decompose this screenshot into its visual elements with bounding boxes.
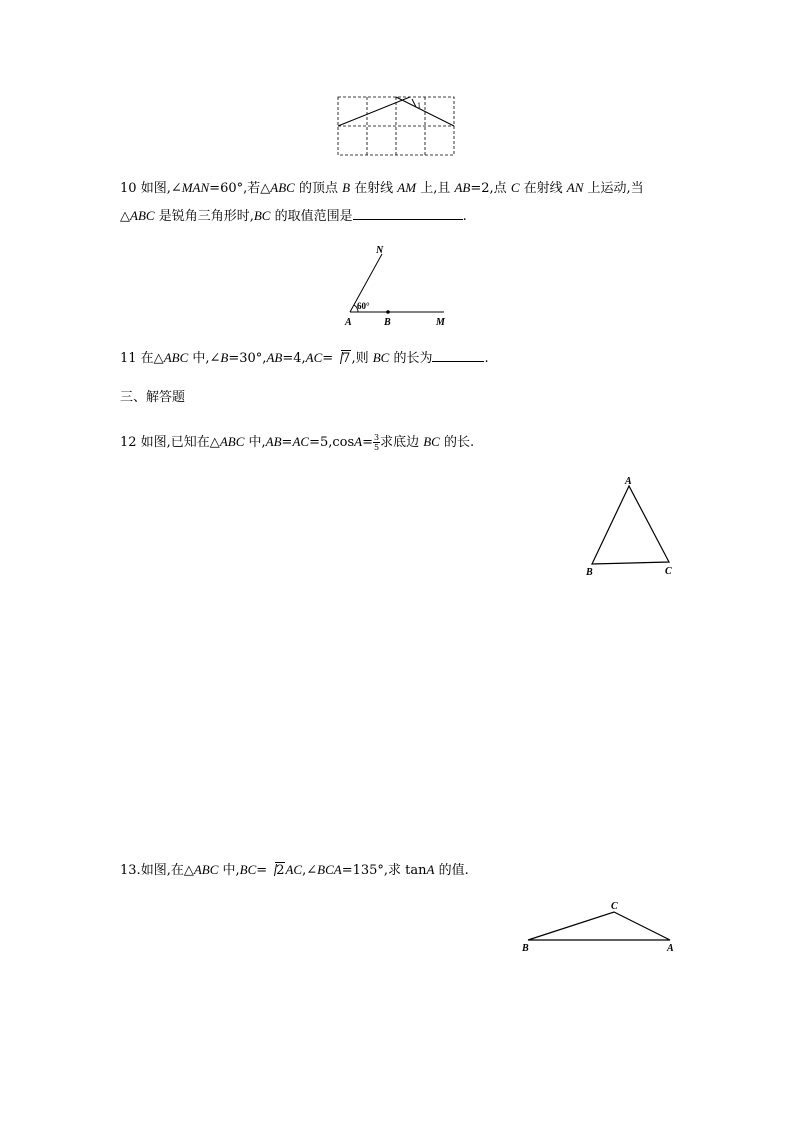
question-12: 12 如图,已知在△ABC 中,AB=AC=5,cosA= $\frac{3}{5}$ 求底边 BC 的长. [120, 433, 475, 452]
answer-blank[interactable] [353, 205, 463, 220]
question-10-line-1: 10 如图,∠MAN=60°,若△ABC 的顶点 B 在射线 AM 上,且 AB=2,点 C 在射线 AN 上运动,当 [120, 180, 644, 196]
label-a: A [667, 943, 674, 954]
triangle-figure-12 [582, 472, 682, 580]
question-number: 10 [120, 181, 137, 196]
question-11: 11 在△ABC 中,∠B=30°,AB=4,AC= 7,则 BC 的长为 . [120, 347, 489, 369]
fraction-3-5: $\frac{3}{5}$ [374, 433, 380, 452]
label-c: C [611, 901, 618, 912]
angle-figure [338, 242, 458, 330]
label-n: N [376, 245, 384, 256]
question-13: 13.如图,在△ABC 中,BC= 2AC,∠BCA=135°,求 tanA 的值. [120, 860, 469, 881]
label-60-degrees: 60° [357, 301, 370, 311]
question-number: 12 [120, 435, 137, 450]
label-b: B [586, 567, 593, 578]
question-number: 11 [120, 351, 137, 366]
triangle-figure-13 [518, 898, 686, 956]
answer-blank[interactable] [432, 347, 484, 362]
label-b: B [384, 317, 391, 328]
label-a: A [345, 317, 352, 328]
sqrt-7: 7 [333, 349, 351, 369]
question-10-line-2: △ABC 是锐角三角形时,BC 的取值范围是 . [120, 205, 467, 227]
label-b: B [522, 943, 529, 954]
question-number: 13. [120, 863, 141, 878]
svg-text:1: 1 [417, 101, 421, 110]
label-m: M [436, 317, 445, 328]
grid-figure [336, 95, 458, 159]
label-a: A [625, 476, 632, 487]
label-c: C [665, 566, 672, 577]
section-title: 三、解答题 [120, 390, 186, 405]
sqrt-2: 2 [267, 861, 285, 881]
